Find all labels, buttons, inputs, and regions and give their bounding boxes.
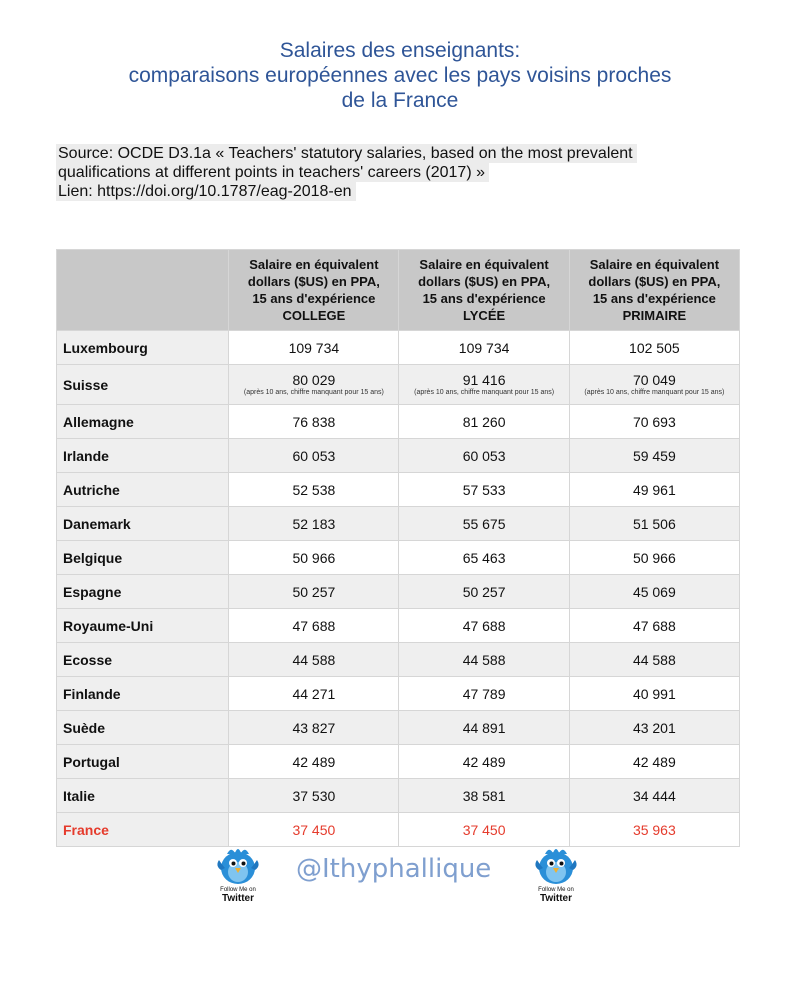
primaire-cell: 42 489 [569,745,739,779]
twitter-text: Twitter [539,893,573,904]
table-row [57,365,740,405]
primaire-cell: 50 966 [569,541,739,575]
table-row [57,677,740,711]
college-cell: 42 489 [229,745,399,779]
lycee-cell: 65 463 [399,541,569,575]
primaire-cell: 70 693 [569,405,739,439]
badge-caption [531,887,581,904]
table-row [57,405,740,439]
lycee-cell: 44 891 [399,711,569,745]
table-row [57,745,740,779]
primaire-cell: 34 444 [569,779,739,813]
header-level: COLLEGE [282,308,346,323]
country-cell: Portugal [57,745,229,779]
lycee-cell: 109 734 [399,331,569,365]
header-level: LYCÉE [463,308,506,323]
header-primaire [569,250,739,331]
header-line: dollars ($US) en PPA, [418,274,551,289]
table-row [57,439,740,473]
badge-caption [213,887,263,904]
lycee-cell: 44 588 [399,643,569,677]
table-row [57,331,740,365]
college-cell: 50 966 [229,541,399,575]
country-cell: Irlande [57,439,229,473]
lycee-cell: 55 675 [399,507,569,541]
country-cell: Finlande [57,677,229,711]
header-college [229,250,399,331]
college-cell: 43 827 [229,711,399,745]
header-line: 15 ans d'expérience [422,291,546,306]
twitter-follow-badge-right[interactable] [531,844,581,906]
primaire-cell: 49 961 [569,473,739,507]
college-cell: 50 257 [229,575,399,609]
twitter-text: Twitter [221,893,255,904]
header-line: dollars ($US) en PPA, [247,274,380,289]
country-cell: Danemark [57,507,229,541]
follow-text: Follow Me on [538,887,574,893]
title-line-2: comparaisons européennes avec les pays voisins proches [128,64,672,87]
college-cell: 76 838 [229,405,399,439]
primaire-cell: 43 201 [569,711,739,745]
college-cell: 60 053 [229,439,399,473]
source-link: Lien: https://doi.org/10.1787/eag-2018-en [56,182,356,201]
lycee-cell: 60 053 [399,439,569,473]
lycee-cell [399,365,569,405]
twitter-handle[interactable]: @Ithyphallique [296,854,492,884]
college-cell [229,365,399,405]
country-cell: France [57,813,229,847]
table-header-row [57,250,740,331]
table-row [57,473,740,507]
table-row [57,541,740,575]
source-line-2: qualifications at different points in teachers' careers (2017) » [56,163,489,182]
lycee-cell: 50 257 [399,575,569,609]
table-row [57,507,740,541]
table-row [57,711,740,745]
college-cell: 37 450 [229,813,399,847]
twitter-follow-badge-left[interactable] [213,844,263,906]
country-cell: Italie [57,779,229,813]
header-line: Salaire en équivalent [249,257,379,272]
country-cell: Espagne [57,575,229,609]
country-cell: Royaume-Uni [57,609,229,643]
country-cell: Autriche [57,473,229,507]
country-cell: Belgique [57,541,229,575]
title-line-3: de la France [341,89,459,112]
primaire-cell [569,365,739,405]
header-lycee [399,250,569,331]
header-line: dollars ($US) en PPA, [588,274,721,289]
primaire-cell: 45 069 [569,575,739,609]
country-cell: Allemagne [57,405,229,439]
title-line-1: Salaires des enseignants: [279,39,521,62]
header-line: 15 ans d'expérience [252,291,376,306]
college-cell: 52 183 [229,507,399,541]
primaire-cell: 47 688 [569,609,739,643]
college-cell: 47 688 [229,609,399,643]
college-cell: 44 271 [229,677,399,711]
salary-table [56,249,740,847]
value-text: 80 029 [292,372,336,388]
college-cell: 109 734 [229,331,399,365]
lycee-cell: 47 688 [399,609,569,643]
country-cell: Ecosse [57,643,229,677]
table-row [57,779,740,813]
header-level: PRIMAIRE [622,308,687,323]
college-cell: 52 538 [229,473,399,507]
lycee-cell: 47 789 [399,677,569,711]
lycee-cell: 81 260 [399,405,569,439]
twitter-bird-icon [531,844,581,888]
header-line: Salaire en équivalent [589,257,720,272]
source-line-1: Source: OCDE D3.1a « Teachers' statutory salaries, based on the most prevalent [56,144,637,163]
follow-text: Follow Me on [220,887,256,893]
primaire-cell: 102 505 [569,331,739,365]
country-cell: Luxembourg [57,331,229,365]
footnote-text: (après 10 ans, chiffre manquant pour 15 ans) [584,389,725,396]
header-line: 15 ans d'expérience [592,291,716,306]
value-text: 70 049 [632,372,676,388]
primaire-cell: 40 991 [569,677,739,711]
lycee-cell: 42 489 [399,745,569,779]
lycee-cell: 37 450 [399,813,569,847]
college-cell: 44 588 [229,643,399,677]
table-row [57,643,740,677]
footnote-text: (après 10 ans, chiffre manquant pour 15 ans) [414,389,555,396]
primaire-cell: 51 506 [569,507,739,541]
lycee-cell: 57 533 [399,473,569,507]
primaire-cell: 59 459 [569,439,739,473]
twitter-bird-icon [213,844,263,888]
page-title [0,38,800,113]
college-cell: 37 530 [229,779,399,813]
country-cell: Suède [57,711,229,745]
lycee-cell: 38 581 [399,779,569,813]
footer [0,838,800,908]
table-row [57,609,740,643]
header-corner [57,250,229,331]
table-row [57,575,740,609]
value-text: 91 416 [462,372,506,388]
country-cell: Suisse [57,365,229,405]
source-block [56,144,637,201]
footnote-text: (après 10 ans, chiffre manquant pour 15 ans) [243,389,384,396]
primaire-cell: 35 963 [569,813,739,847]
header-line: Salaire en équivalent [419,257,549,272]
primaire-cell: 44 588 [569,643,739,677]
